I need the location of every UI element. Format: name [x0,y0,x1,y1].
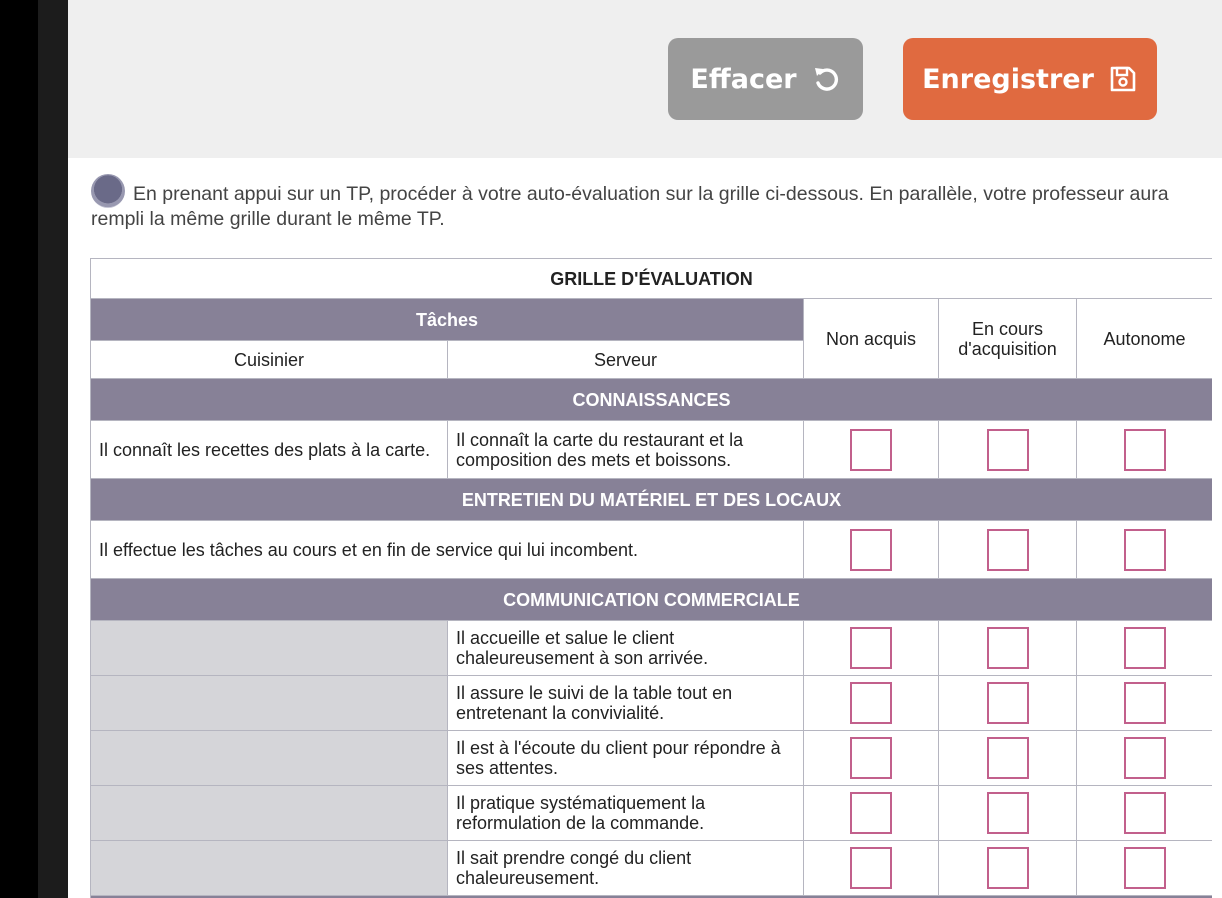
section-header-connaissances: CONNAISSANCES [91,379,1213,421]
checkbox-autonome[interactable] [1124,737,1166,779]
checkbox-autonome[interactable] [1124,529,1166,571]
column-header-waiter: Serveur [448,341,804,379]
checkbox-non-acquis[interactable] [850,529,892,571]
checkbox-autonome[interactable] [1124,682,1166,724]
task-cell-cook-empty [91,731,448,786]
checkbox-autonome[interactable] [1124,627,1166,669]
checkbox-non-acquis[interactable] [850,429,892,471]
check-cell [804,521,939,579]
save-button[interactable] [903,38,1157,120]
task-cell-merged: Il effectue les tâches au cours et en fin de service qui lui incombent. [91,521,804,579]
check-cell [804,786,939,841]
window-border [38,0,68,898]
checkbox-en-cours[interactable] [987,737,1029,779]
check-cell [939,786,1077,841]
evaluation-table [90,258,1212,898]
check-cell [939,521,1077,579]
checkbox-en-cours[interactable] [987,682,1029,724]
check-cell [1077,731,1213,786]
clear-button-label: Effacer [690,63,797,95]
check-cell [804,841,939,896]
checkbox-non-acquis[interactable] [850,682,892,724]
check-cell [1077,676,1213,731]
task-cell-cook-empty [91,621,448,676]
task-cell-cook-empty [91,676,448,731]
checkbox-non-acquis[interactable] [850,792,892,834]
check-cell [1077,421,1213,479]
check-cell [804,421,939,479]
check-cell [939,731,1077,786]
evaluation-grid [90,258,1212,898]
bullet-icon [91,174,125,208]
undo-icon [811,64,841,94]
checkbox-en-cours[interactable] [987,429,1029,471]
save-button-label: Enregistrer [922,63,1094,95]
task-cell-waiter: Il est à l'écoute du client pour répondre à ses attentes. [448,731,804,786]
section-header-entretien: ENTRETIEN DU MATÉRIEL ET DES LOCAUX [91,479,1213,521]
task-cell-cook-empty [91,786,448,841]
task-cell-waiter: Il accueille et salue le client chaleureusement à son arrivée. [448,621,804,676]
section-header-communication: COMMUNICATION COMMERCIALE [91,579,1213,621]
column-header-cook: Cuisinier [91,341,448,379]
checkbox-autonome[interactable] [1124,847,1166,889]
checkbox-en-cours[interactable] [987,792,1029,834]
save-icon [1108,64,1138,94]
level-header-en-cours-label: En cours d'acquisition [958,318,1057,359]
checkbox-en-cours[interactable] [987,847,1029,889]
check-cell [1077,841,1213,896]
checkbox-en-cours[interactable] [987,627,1029,669]
level-header-autonome: Autonome [1077,299,1213,379]
instruction-text [91,174,1216,231]
task-cell-waiter: Il sait prendre congé du client chaleureusement. [448,841,804,896]
check-cell [939,421,1077,479]
check-cell [1077,621,1213,676]
task-cell-cook: Il connaît les recettes des plats à la carte. [91,421,448,479]
checkbox-en-cours[interactable] [987,529,1029,571]
check-cell [939,676,1077,731]
grid-title: GRILLE D'ÉVALUATION [91,259,1213,299]
checkbox-autonome[interactable] [1124,792,1166,834]
clear-button[interactable] [668,38,863,120]
checkbox-non-acquis[interactable] [850,847,892,889]
check-cell [1077,786,1213,841]
task-cell-waiter: Il pratique systématiquement la reformulation de la commande. [448,786,804,841]
check-cell [804,621,939,676]
check-cell [804,676,939,731]
task-cell-waiter: Il assure le suivi de la table tout en entretenant la convivialité. [448,676,804,731]
instruction-label: En prenant appui sur un TP, procéder à votre auto-évaluation sur la grille ci-dessous. En parallèle, votre professeur aura rempli la même grille durant le même TP. [91,183,1169,230]
task-cell-waiter: Il connaît la carte du restaurant et la composition des mets et boissons. [448,421,804,479]
check-cell [939,621,1077,676]
checkbox-autonome[interactable] [1124,429,1166,471]
checkbox-non-acquis[interactable] [850,737,892,779]
check-cell [1077,521,1213,579]
task-cell-cook-empty [91,841,448,896]
check-cell [804,731,939,786]
level-header-non-acquis: Non acquis [804,299,939,379]
check-cell [939,841,1077,896]
toolbar [68,0,1222,158]
left-window-edge [0,0,68,898]
tasks-header: Tâches [91,299,804,341]
checkbox-non-acquis[interactable] [850,627,892,669]
level-header-en-cours [939,299,1077,379]
